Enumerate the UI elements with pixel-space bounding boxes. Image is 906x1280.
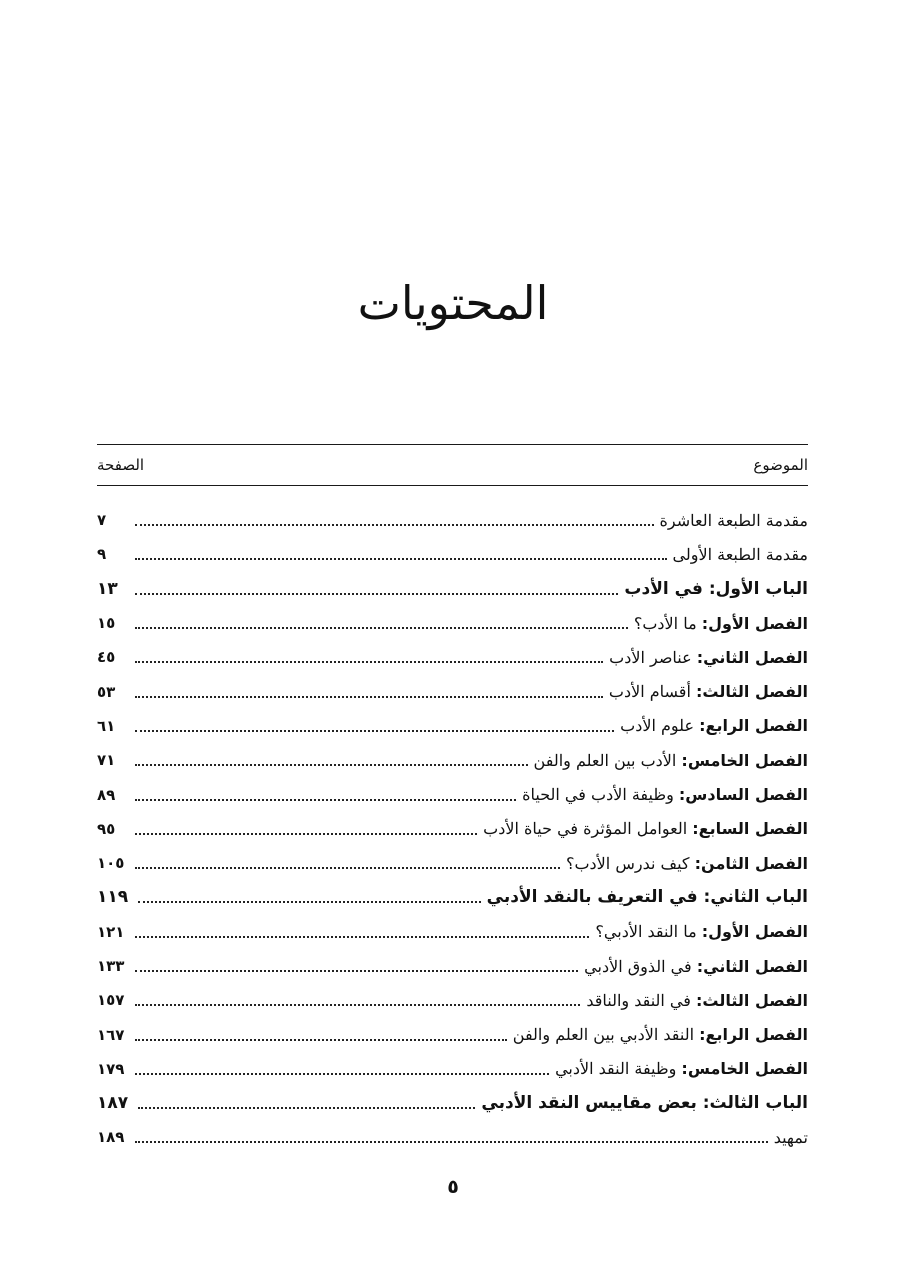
entry-prefix: الباب الثاني:: [703, 887, 808, 908]
entry-page-number: ١٧٩: [97, 1059, 125, 1078]
entry-prefix: الفصل الأول:: [701, 613, 808, 633]
toc-part-entry: [97, 880, 808, 914]
dot-leader: [135, 730, 614, 732]
page-number: ٥: [447, 1176, 459, 1198]
page-title: المحتويات: [357, 276, 549, 330]
entry-label: [522, 785, 808, 804]
entry-title: بعض مقاييس النقد الأدبي: [481, 1093, 697, 1114]
entry-page-number: ١٨٧: [97, 1093, 129, 1114]
dot-leader: [135, 1073, 549, 1075]
entry-label: [483, 819, 808, 838]
toc-chapter-entry: [97, 812, 808, 846]
toc-chapter-entry: [97, 743, 808, 777]
toc-chapter-entry: [97, 606, 808, 640]
entry-page-number: ١٥: [97, 614, 116, 633]
toc-chapter-entry: [97, 640, 808, 674]
dot-leader: [135, 1141, 768, 1143]
dot-leader: [135, 661, 603, 663]
toc-chapter-entry: [97, 983, 808, 1017]
entry-prefix: الفصل السابع:: [692, 819, 808, 839]
entry-page-number: ٥٣: [97, 682, 116, 701]
toc-entry: [97, 537, 808, 571]
toc-chapter-entry: [97, 777, 808, 811]
entry-page-number: ١٢١: [97, 922, 125, 941]
toc-chapter-entry: [97, 949, 808, 983]
entry-prefix: الفصل الثاني:: [696, 956, 808, 976]
entry-page-number: ٤٥: [97, 648, 116, 667]
dot-leader: [135, 833, 477, 835]
entry-title: في التعريف بالنقد الأدبي: [486, 887, 698, 908]
entry-title: علوم الأدب: [620, 716, 695, 736]
entry-label: [660, 511, 808, 530]
toc-chapter-entry: [97, 709, 808, 743]
toc-list: [97, 503, 808, 1155]
entry-title: مقدمة الطبعة الأولى: [672, 544, 808, 564]
dot-leader: [135, 593, 618, 595]
entry-page-number: ١٥٧: [97, 991, 125, 1010]
entry-label: [624, 579, 808, 599]
toc-chapter-entry: [97, 915, 808, 949]
entry-prefix: الباب الثالث:: [702, 1093, 808, 1114]
entry-label: [595, 922, 808, 941]
toc-part-entry: [97, 572, 808, 606]
entry-label: [534, 751, 808, 770]
entry-prefix: الفصل الرابع:: [699, 716, 808, 736]
entry-title: تمهيد: [773, 1127, 808, 1147]
entry-title: النقد الأدبي بين العلم والفن: [512, 1025, 695, 1045]
dot-leader: [135, 936, 589, 938]
entry-prefix: الفصل الثامن:: [694, 853, 808, 873]
dot-leader: [135, 1039, 507, 1041]
entry-title: كيف ندرس الأدب؟: [566, 853, 690, 873]
entry-label: [673, 545, 808, 564]
entry-page-number: ٨٩: [97, 785, 116, 804]
dot-leader: [135, 627, 628, 629]
dot-leader: [138, 1107, 475, 1109]
entry-title: ما الأدب؟: [633, 613, 697, 633]
entry-page-number: ١٨٩: [97, 1128, 125, 1147]
entry-label: [586, 991, 808, 1010]
toc-entry: [97, 1120, 808, 1154]
entry-page-number: ١٣٣: [97, 957, 125, 975]
dot-leader: [135, 799, 516, 801]
entry-title: في النقد والناقد: [586, 990, 691, 1010]
entry-page-number: ١١٩: [97, 887, 129, 908]
entry-label: [609, 648, 808, 667]
entry-label: [487, 887, 808, 907]
entry-label: [620, 716, 808, 735]
dot-leader: [135, 764, 528, 766]
entry-page-number: ١٣: [97, 578, 118, 599]
entry-title: العوامل المؤثرة في حياة الأدب: [483, 819, 688, 839]
entry-label: [584, 957, 808, 976]
entry-label: [566, 854, 808, 873]
entry-prefix: الفصل الثالث:: [696, 990, 808, 1010]
toc-header: [97, 451, 808, 479]
entry-prefix: الفصل الرابع:: [699, 1025, 808, 1045]
entry-label: [634, 614, 808, 633]
entry-prefix: الفصل الثالث:: [696, 682, 808, 702]
entry-page-number: ١٠٥: [97, 854, 125, 873]
entry-page-number: ٩: [97, 545, 107, 564]
entry-prefix: الفصل الخامس:: [681, 1059, 808, 1079]
entry-label: [774, 1128, 808, 1147]
entry-title: في الأدب: [624, 578, 703, 599]
toc-entry: [97, 503, 808, 537]
dot-leader: [138, 901, 481, 903]
entry-title: وظيفة الأدب في الحياة: [522, 785, 674, 805]
topic-column-label: الموضوع: [753, 456, 808, 474]
entry-label: [481, 1093, 808, 1113]
entry-title: في الذوق الأدبي: [584, 956, 692, 976]
entry-title: الأدب بين العلم والفن: [533, 750, 677, 770]
entry-page-number: ١٦٧: [97, 1025, 125, 1044]
entry-title: ما النقد الأدبي؟: [595, 922, 697, 942]
entry-prefix: الفصل الأول:: [701, 922, 808, 942]
entry-label: [555, 1059, 808, 1078]
dot-leader: [135, 970, 578, 972]
toc-chapter-entry: [97, 846, 808, 880]
entry-label: [513, 1025, 808, 1044]
entry-page-number: ٧: [97, 511, 107, 530]
dot-leader: [135, 1004, 580, 1006]
header-top-rule: [97, 444, 808, 445]
toc-chapter-entry: [97, 674, 808, 708]
toc-chapter-entry: [97, 1052, 808, 1086]
entry-title: وظيفة النقد الأدبي: [555, 1059, 677, 1079]
entry-prefix: الفصل السادس:: [678, 785, 808, 805]
dot-leader: [135, 696, 603, 698]
entry-title: عناصر الأدب: [609, 647, 692, 667]
entry-prefix: الباب الأول:: [708, 578, 808, 599]
entry-page-number: ٩٥: [97, 819, 116, 838]
header-bottom-rule: [97, 485, 808, 486]
page-column-label: الصفحة: [97, 456, 145, 474]
toc-part-entry: [97, 1086, 808, 1120]
entry-label: [609, 682, 808, 701]
entry-page-number: ٧١: [97, 751, 116, 770]
entry-title: أقسام الأدب: [608, 682, 691, 702]
entry-page-number: ٦١: [97, 716, 116, 735]
dot-leader: [135, 867, 560, 869]
entry-prefix: الفصل الخامس:: [681, 750, 808, 770]
dot-leader: [135, 524, 654, 526]
toc-chapter-entry: [97, 1017, 808, 1051]
entry-title: مقدمة الطبعة العاشرة: [659, 510, 808, 530]
entry-prefix: الفصل الثاني:: [696, 647, 808, 667]
dot-leader: [135, 558, 667, 560]
